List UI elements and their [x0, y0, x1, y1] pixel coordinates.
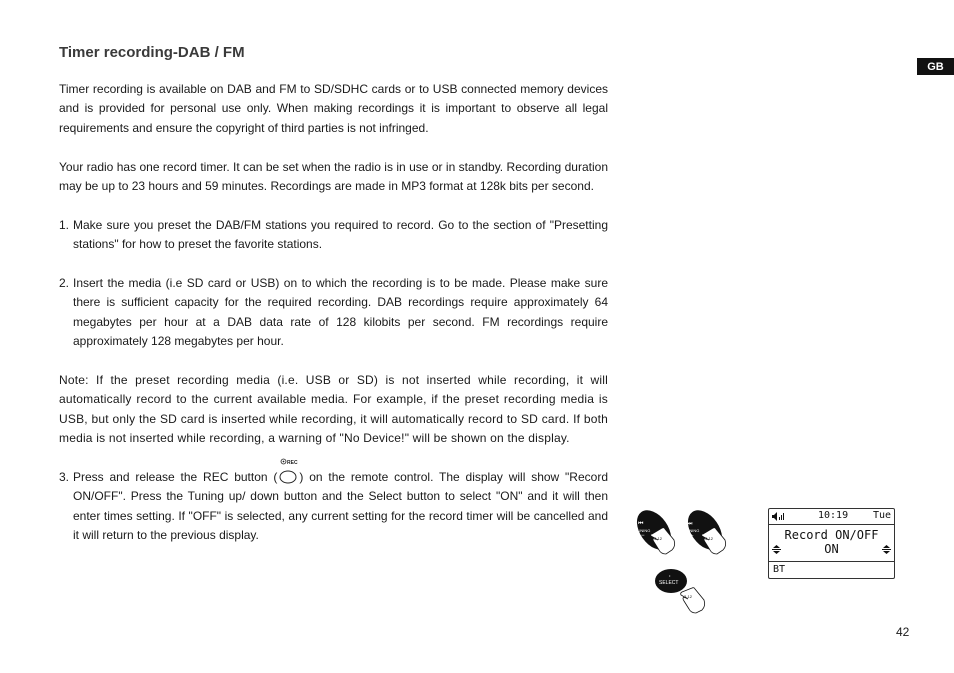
skip-back-icon: ⏮ [638, 520, 644, 527]
timer-paragraph: Your radio has one record timer. It can be set when the radio is in use or in standby. Recording duration may be up to 23 hours and 59 minutes. Recordings are made in MP3 format at 128k bits per second. [59, 159, 608, 194]
signal-icon [772, 512, 784, 521]
rec-icon-label: REC [287, 460, 298, 467]
step-text-before: Press and release the REC button ( [73, 470, 278, 485]
select-label: SELECT [659, 580, 679, 586]
step-3 [59, 460, 608, 546]
minus-symbol: − [641, 533, 645, 539]
lcd-menu-title: Record ON/OFF [784, 528, 879, 542]
pointing-hand-icon [681, 588, 705, 613]
step-reference: 3-12 [654, 536, 663, 541]
step-text: Make sure you preset the DAB/FM stations you required to record. Go to the section of "Presetting stations" for how to preset the favorite stations. [73, 217, 608, 252]
skip-forward-icon: ⏭ [687, 520, 693, 527]
language-badge: GB [917, 58, 954, 75]
intro-paragraph: Timer recording is available on DAB and FM to SD/SDHC cards or to USB connected memory devices and is provided for personal use only. When making recordings it is important to observe all legal requirements and ensure the copyright of third parties is not infringed. [59, 82, 608, 135]
tuning-up-illustration [679, 504, 731, 556]
rec-button-icon-graphic [279, 458, 299, 484]
step-text [73, 460, 608, 546]
step-number: 2. [59, 276, 70, 291]
rec-button-icon [279, 460, 298, 483]
body-text [59, 80, 608, 565]
step-2 [59, 274, 608, 352]
lcd-divider [769, 561, 894, 562]
plus-symbol: + [690, 534, 694, 540]
page-number: 42 [896, 625, 910, 639]
tuning-down-illustration [628, 504, 680, 556]
step-number: 3. [59, 470, 70, 485]
step-number: 1. [59, 217, 70, 232]
lcd-source: BT [773, 564, 786, 575]
lcd-time: 10:19 [818, 510, 849, 521]
lcd-display [768, 508, 895, 579]
tuning-up-label: TUNING [684, 528, 700, 533]
step-text: Insert the media (i.e SD card or USB) on to which the recording is to be made. Please make sure there is sufficient capacity for the required recording. DAB recordings require approximately 64 megabytes per hour at a DAB data rate of 128 kilobits per second. FM recordings require approximately 128 megabytes per hour. [73, 276, 608, 349]
select-dot: • [669, 573, 671, 578]
note-paragraph: Note: If the preset recording media (i.e. USB or SD) is not inserted while recording, it will automatically record to the current available media. For example, if the preset recording media is USB, but only the SD card is inserted while recording, it will automatically record to SD card. If both media is not inserted while recording, a warning of "No Device!" will be shown on the display. [59, 373, 608, 446]
step-reference: 3-12 [684, 594, 693, 599]
step-text-after: ) on the remote control. The display will show "Record ON/OFF". Press the Tuning up/ down button and the Select button to select "ON" and it will then enter times setting. If "OFF" is selected, any current setting for the record timer will be cancelled and it will return to the previous display. [73, 470, 608, 543]
lcd-divider [769, 524, 894, 525]
step-reference: 3-12 [705, 536, 714, 541]
up-down-arrow-icon [882, 545, 891, 554]
tuning-down-label: TUNING [635, 528, 651, 533]
select-button-illustration [652, 566, 712, 614]
page-title: Timer recording-DAB / FM [59, 44, 245, 61]
lcd-status-bar [769, 509, 894, 524]
step-1 [59, 216, 608, 255]
lcd-day: Tue [872, 510, 891, 521]
lcd-menu-value: ON [824, 542, 839, 556]
